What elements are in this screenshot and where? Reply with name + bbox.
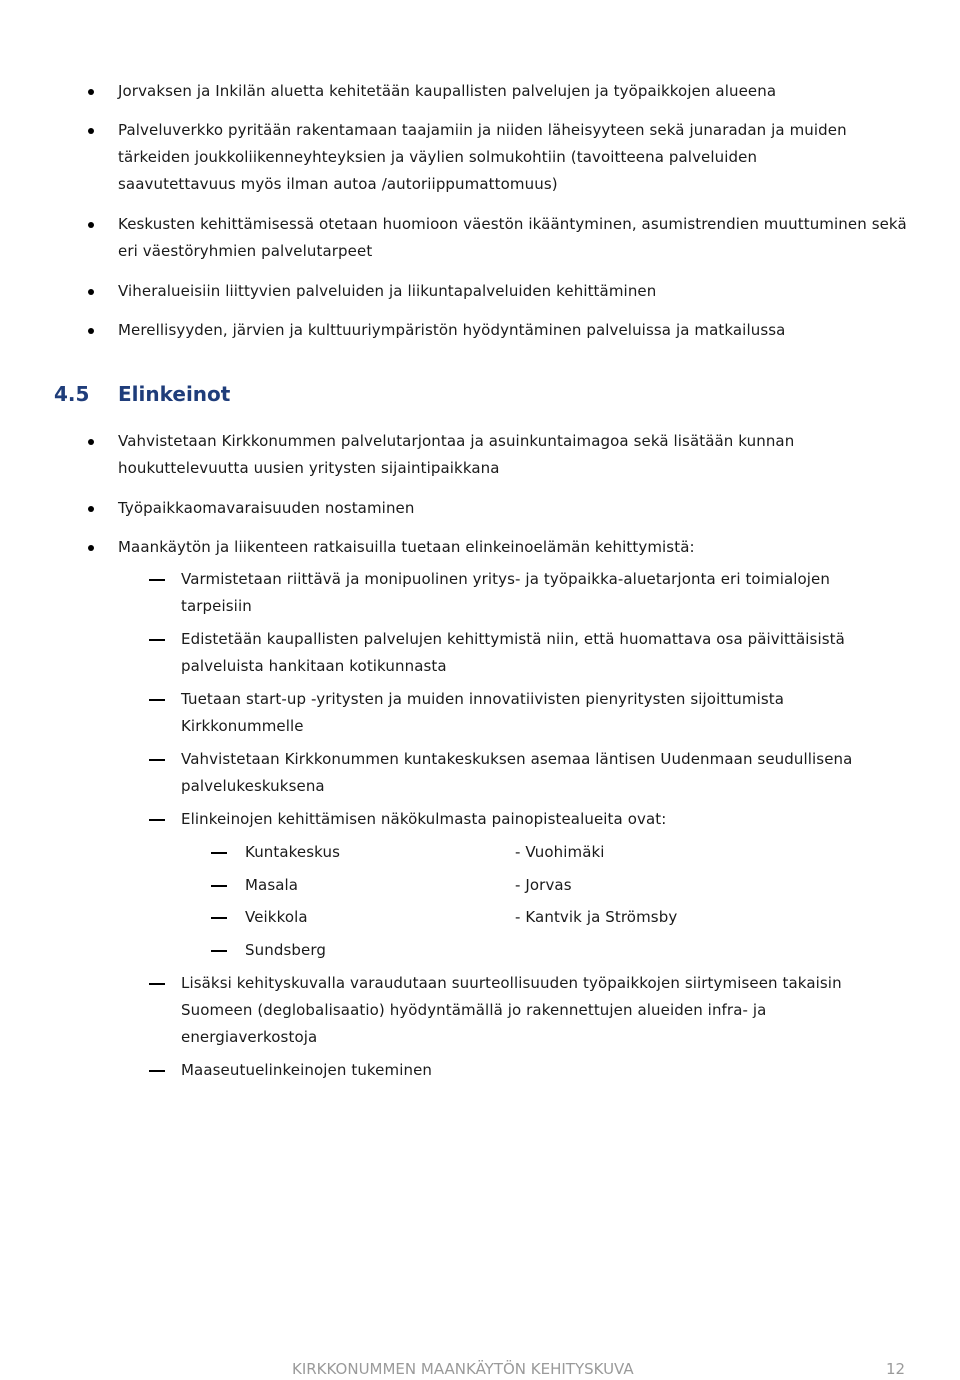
dash-icon (149, 983, 165, 985)
dash-icon (149, 639, 165, 641)
page-number: 12 (886, 1360, 906, 1378)
bullet-icon (88, 222, 94, 228)
bullet-icon (88, 289, 94, 295)
dash-icon (149, 699, 165, 701)
focus-area-item: Masala (245, 876, 299, 894)
focus-area-item: Sundsberg (245, 941, 326, 959)
sub-list-item: Tuetaan start-up -yritysten ja muiden innovatiivisten pienyritysten sijoittumista Kirkkonummelle (181, 690, 785, 735)
sub-list-item: Maaseutuelinkeinojen tukeminen (181, 1061, 433, 1079)
sub-list-item: Varmistetaan riittävä ja monipuolinen yritys- ja työpaikka-aluetarjonta eri toimialojen tarpeisiin (181, 570, 830, 615)
dash-icon (149, 759, 165, 761)
dash-icon (211, 852, 227, 854)
dash-icon (211, 885, 227, 887)
sub-list-item: Lisäksi kehityskuvalla varaudutaan suurteollisuuden työpaikkojen siirtymiseen takaisin Suomeen (deglobalisaatio) hyödyntämällä jo rakennettujen alueiden infra- ja energiaverkostoja (181, 974, 842, 1046)
focus-area-item: - Kantvik ja Strömsby (515, 908, 678, 926)
dash-icon (149, 819, 165, 821)
focus-area-item: - Jorvas (515, 876, 572, 894)
section-heading (54, 380, 230, 408)
list-item: Työpaikkaomavaraisuuden nostaminen (118, 499, 415, 517)
dash-icon (149, 1070, 165, 1072)
sub-list-item: Edistetään kaupallisten palvelujen kehittymistä niin, että huomattava osa päivittäisistä palveluista hankitaan kotikunnasta (181, 630, 845, 675)
focus-area-item: Kuntakeskus (245, 843, 341, 861)
section-title: Elinkeinot (118, 382, 231, 406)
bullet-icon (88, 328, 94, 334)
section-number: 4.5 (54, 382, 90, 406)
dash-icon (211, 917, 227, 919)
list-item: Maankäytön ja liikenteen ratkaisuilla tuetaan elinkeinoelämän kehittymistä: (118, 538, 695, 556)
bullet-icon (88, 545, 94, 551)
list-item: Palveluverkko pyritään rakentamaan taajamiin ja niiden läheisyyteen sekä junaradan ja muiden tärkeiden joukkoliikenneyhteyksien ja väylien solmukohtiin (tavoitteena palveluiden saavutettavuus myös ilman autoa /autoriippumattomuus) (118, 121, 847, 193)
footer-title: KIRKKONUMMEN MAANKÄYTÖN KEHITYSKUVA (292, 1360, 634, 1378)
list-item: Keskusten kehittämisessä otetaan huomioon väestön ikääntyminen, asumistrendien muuttuminen sekä eri väestöryhmien palvelutarpeet (118, 215, 907, 260)
sub-list-item: Vahvistetaan Kirkkonummen kuntakeskuksen asemaa läntisen Uudenmaan seudullisena palvelukeskuksena (181, 750, 853, 795)
bullet-icon (88, 128, 94, 134)
focus-area-item: - Vuohimäki (515, 843, 605, 861)
dash-icon (211, 950, 227, 952)
list-item: Merellisyyden, järvien ja kulttuuriympäristön hyödyntäminen palveluissa ja matkailussa (118, 321, 786, 339)
list-item: Jorvaksen ja Inkilän aluetta kehitetään kaupallisten palvelujen ja työpaikkojen alueena (118, 82, 777, 100)
focus-area-item: Veikkola (245, 908, 308, 926)
sub-list-item: Elinkeinojen kehittämisen näkökulmasta painopistealueita ovat: (181, 810, 667, 828)
bullet-icon (88, 506, 94, 512)
list-item: Viheralueisiin liittyvien palveluiden ja liikuntapalveluiden kehittäminen (118, 282, 657, 300)
bullet-icon (88, 439, 94, 445)
dash-icon (149, 579, 165, 581)
list-item: Vahvistetaan Kirkkonummen palvelutarjontaa ja asuinkuntaimagoa sekä lisätään kunnan houkuttelevuutta uusien yritysten sijaintipaikkana (118, 432, 795, 477)
bullet-icon (88, 89, 94, 95)
